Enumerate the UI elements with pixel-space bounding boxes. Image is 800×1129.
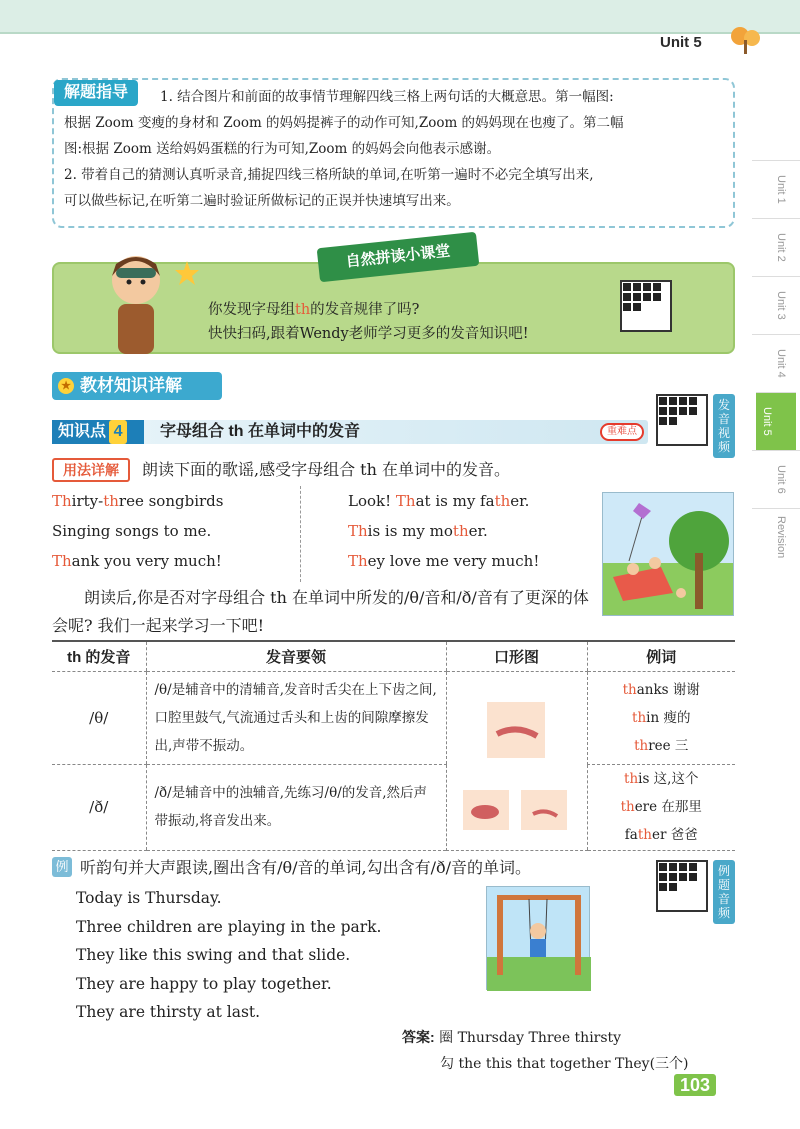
kp-title: 字母组合 th 在单词中的发音: [160, 423, 360, 440]
star-icon: [174, 260, 200, 286]
song-line: Thirty-three songbirds: [52, 492, 224, 510]
pronunciation-table: [52, 640, 735, 851]
side-tab-unit[interactable]: Revision: [752, 508, 800, 566]
section-title: ★ 教材知识详解: [52, 372, 222, 400]
page-number: 103: [674, 1074, 716, 1096]
side-tabs: [752, 160, 800, 566]
usage-text: 朗读下面的歌谣,感受字母组合 th 在单词中的发音。: [142, 460, 510, 479]
top-band: [0, 0, 800, 34]
table-header: 口形图: [446, 641, 587, 671]
song-line: Look! That is my father.: [348, 492, 530, 510]
guide-line: 图:根据 Zoom 送给妈妈蛋糕的行为可知,Zoom 的妈妈会向他表示感谢。: [64, 141, 501, 157]
phonics-line-2: 快快扫码,跟着Wendy老师学习更多的发音知识吧!: [208, 326, 529, 342]
song-left: [52, 486, 332, 576]
guide-line: 根据 Zoom 变瘦的身材和 Zoom 的妈妈提裤子的动作可知,Zoom 的妈妈现在也瘦了。第二幅: [64, 115, 624, 131]
mouth-diagrams: [446, 671, 587, 850]
unit-header: Unit 5: [660, 34, 702, 51]
song-line: They love me very much!: [348, 552, 540, 570]
star-icon: ★: [58, 378, 74, 394]
phonics-line-1: 你发现字母组th的发音规律了吗?: [208, 302, 420, 318]
example-line: Today is Thursday.: [76, 889, 222, 907]
answer-line: 圈 Thursday Three thirsty: [439, 1030, 622, 1046]
table-header: 例词: [587, 641, 735, 671]
song-right: [348, 486, 598, 576]
table-row: [52, 671, 735, 764]
example-tag: 例: [52, 857, 72, 877]
side-tab-unit[interactable]: Unit 1: [752, 160, 800, 218]
answer-label: 答案:: [402, 1029, 435, 1045]
side-tab-unit[interactable]: Unit 6: [752, 450, 800, 508]
difficulty-badge: 重难点: [600, 423, 644, 441]
swing-illustration: [486, 886, 590, 990]
guide-line: 1. 结合图片和前面的故事情节理解四线三格上两句话的大概意思。第一幅图:: [160, 89, 614, 105]
qr-code-icon[interactable]: [620, 280, 672, 332]
kp-tag: 知识点 4: [52, 420, 144, 444]
example-word: father 爸爸: [624, 827, 698, 843]
song-line: Thank you very much!: [52, 552, 222, 570]
example-word: thanks 谢谢: [622, 681, 700, 698]
table-header-row: [52, 641, 735, 671]
sound-cell: /θ/: [52, 671, 146, 764]
example-word: there 在那里: [620, 799, 702, 815]
guide-line: 可以做些标记,在听第二遍时验证所做标记的正误并快速填写出来。: [64, 193, 460, 209]
mouth-diagram-image: [447, 674, 587, 844]
side-tab-unit[interactable]: Unit 3: [752, 276, 800, 334]
boy-character: [96, 246, 176, 354]
desc-cell: /ð/是辅音中的浊辅音,先练习/θ/的发音,然后声带振动,将音发出来。: [146, 764, 446, 850]
examples-cell: [587, 764, 735, 850]
usage-tag: 用法详解: [52, 458, 130, 482]
park-illustration: [602, 492, 734, 616]
guide-title: 解题指导: [54, 80, 138, 106]
table-header: th 的发音: [52, 641, 146, 671]
tree-icon: [728, 26, 762, 54]
side-tab-unit[interactable]: Unit 4: [752, 334, 800, 392]
qr-code-icon[interactable]: [656, 860, 708, 912]
answer-line: 勾 the this that together They(三个): [440, 1056, 689, 1072]
video-tab[interactable]: 发音视频: [713, 394, 735, 458]
intro-paragraph: 朗读后,你是否对字母组合 th 在单词中所发的/θ/音和/ð/音有了更深的体会呢? 我们一起来学习一下吧!: [52, 588, 589, 635]
example-line: They are happy to play together.: [76, 974, 332, 993]
song-line: Singing songs to me.: [52, 522, 212, 540]
song-line: This is my mother.: [348, 522, 488, 540]
phonics-banner: 自然拼读小课堂: [317, 232, 480, 283]
side-tab-unit[interactable]: Unit 2: [752, 218, 800, 276]
audio-tab[interactable]: 例题音频: [713, 860, 735, 924]
guide-text: [64, 84, 724, 214]
example-line: Three children are playing in the park.: [76, 917, 382, 936]
divider: [300, 486, 301, 582]
guide-line: 2. 带着自己的猜测认真听录音,捕捉四线三格所缺的单词,在听第一遍时不必完全填写出来,: [64, 167, 594, 183]
answer-block: [402, 1024, 689, 1077]
example-line: They like this swing and that slide.: [76, 946, 351, 964]
qr-code-icon[interactable]: [656, 394, 708, 446]
table-row: [52, 764, 735, 850]
example-word: three 三: [634, 737, 689, 754]
example-word: this 这,这个: [624, 771, 699, 787]
example-line: They are thirsty at last.: [76, 1003, 261, 1021]
sound-cell: /ð/: [52, 764, 146, 850]
example-word: thin 瘦的: [632, 709, 691, 726]
table-header: 发音要领: [146, 641, 446, 671]
desc-cell: /θ/是辅音中的清辅音,发音时舌尖在上下齿之间,口腔里鼓气,气流通过舌头和上齿的间隙摩擦发出,声带不振动。: [146, 671, 446, 764]
side-tab-unit[interactable]: Unit 5: [756, 392, 796, 450]
example-lines: [76, 884, 381, 1027]
examples-cell: [587, 671, 735, 764]
example-title: 听韵句并大声跟读,圈出含有/θ/音的单词,勾出含有/ð/音的单词。: [80, 858, 532, 877]
